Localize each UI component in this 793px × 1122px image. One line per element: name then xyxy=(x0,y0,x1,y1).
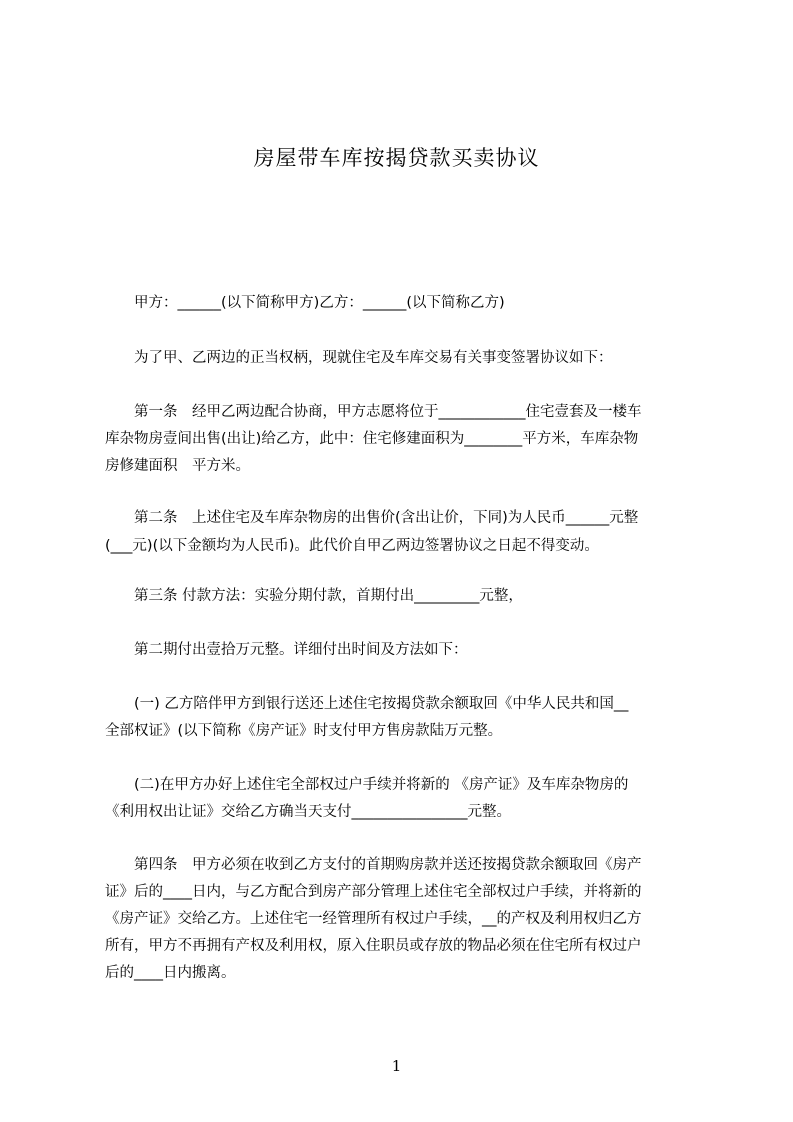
clause-line: (___元)(以下金额均为人民币)。此代价自甲乙两边签署协议之日起不得变动。 xyxy=(105,538,599,554)
clause-line: 第二条 上述住宅及车库杂物房的出售价(含出让价，下同)为人民币______元整 xyxy=(105,510,639,526)
clause-line: 所有，甲方不再拥有产权及利用权，原入住职员或存放的物品必须在住宅所有权过户 xyxy=(105,938,642,954)
clause-line: 房修建面积 平方米。 xyxy=(105,458,250,474)
clause-line: 后的____日内搬离。 xyxy=(105,965,236,981)
page-number: 1 xyxy=(391,1057,402,1075)
clause-line: 第四条 甲方必须在收到乙方支付的首期购房款并送还按揭贷款余额取回《房产 xyxy=(105,857,642,873)
clause-line: (一) 乙方陪伴甲方到银行送还上述住宅按揭贷款余额取回《中华人民共和国__ xyxy=(105,696,629,712)
clause-line: 第二期付出壹拾万元整。详细付出时间及方法如下： xyxy=(105,642,468,658)
clause-line: 证》后的____日内，与乙方配合到房产部分管理上述住宅全部权过户手续，并将新的 xyxy=(105,884,642,900)
clause-line: 甲方：______(以下简称甲方)乙方：______(以下简称乙方) xyxy=(105,295,505,311)
clause-line: 《利用权出让证》交给乙方确当天支付________________元整。 xyxy=(105,804,511,820)
clause-line: 为了甲、乙两边的正当权柄，现就住宅及车库交易有关事变签署协议如下： xyxy=(105,350,613,366)
clause-line: 第一条 经甲乙两边配合协商，甲方志愿将位于____________住宅壹套及一楼车 xyxy=(105,404,642,420)
clause-line: 第三条 付款方法：实验分期付款，首期付出_________元整， xyxy=(105,588,523,604)
clause-line: (二)在甲方办好上述住宅全部权过户手续并将新的 《房产证》及车库杂物房的 xyxy=(105,777,629,793)
document-title: 房屋带车库按揭贷款买卖协议 xyxy=(253,146,540,170)
clause-line: 库杂物房壹间出售(出让)给乙方，此中：住宅修建面积为________平方米，车库杂物 xyxy=(105,431,639,447)
clause-line: 全部权证》(以下简称《房产证》时支付甲方售房款陆万元整。 xyxy=(105,723,503,739)
clause-line: 《房产证》交给乙方。上述住宅一经管理所有权过户手续，__的产权及利用权归乙方 xyxy=(105,911,642,927)
